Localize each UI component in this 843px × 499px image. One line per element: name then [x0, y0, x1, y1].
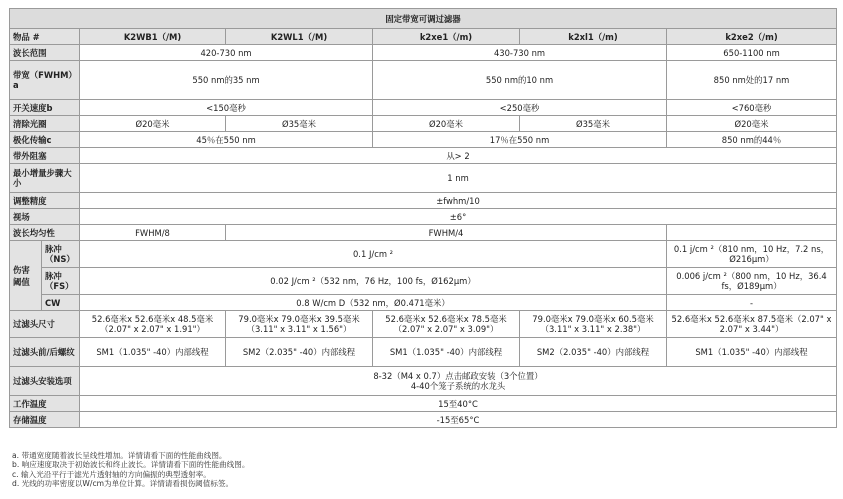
row-storage	[10, 412, 837, 428]
row-label: 开关速度b	[10, 100, 80, 116]
cell	[80, 367, 837, 396]
cell: 从> 2	[80, 148, 837, 164]
row-accuracy	[10, 193, 837, 209]
header-k2wl1: K2WL1（/M)	[226, 29, 373, 45]
row-label: 工作温度	[10, 396, 80, 412]
cell: 0.1 J/cm ²	[80, 241, 667, 268]
cell: -	[667, 295, 837, 311]
cell	[667, 225, 837, 241]
header-k2wb1: K2WB1（/M)	[80, 29, 226, 45]
header-k2xl1: k2xl1（/m)	[520, 29, 667, 45]
cell: ±6°	[80, 209, 837, 225]
row-label: 存储温度	[10, 412, 80, 428]
cell: 79.0毫米x 79.0毫米x 60.5毫米（3.11" x 3.11" x 2.38"）	[520, 311, 667, 338]
spec-table	[9, 8, 837, 428]
cell: Ø35毫米	[520, 116, 667, 132]
cell: <760毫秒	[667, 100, 837, 116]
cell: <150毫秒	[80, 100, 373, 116]
row-label: 过滤头安装选项	[10, 367, 80, 396]
row-fov	[10, 209, 837, 225]
row-damage-fs	[10, 268, 837, 295]
cell: 420-730 nm	[80, 45, 373, 61]
cell: Ø20毫米	[80, 116, 226, 132]
header-k2xe1: k2xe1（/m)	[373, 29, 520, 45]
cell: 17％在550 nm	[373, 132, 667, 148]
footnote-a: a. 带通宽度随着波长呈线性增加。详情请看下面的性能曲线图。	[12, 451, 227, 460]
cell: <250毫秒	[373, 100, 667, 116]
cell: FWHM/4	[226, 225, 667, 241]
row-oob	[10, 148, 837, 164]
cell: 0.006 j/cm ²（800 nm，10 Hz，36.4 fs，Ø189μm）	[667, 268, 837, 295]
row-label: 调整精度	[10, 193, 80, 209]
row-label: 过滤头尺寸	[10, 311, 80, 338]
cell: 79.0毫米x 79.0毫米x 39.5毫米（3.11" x 3.11" x 1.56"）	[226, 311, 373, 338]
cell: Ø20毫米	[667, 116, 837, 132]
row-threading	[10, 338, 837, 367]
row-damage-cw	[10, 295, 837, 311]
table-title: 固定带宽可调过滤器	[10, 9, 837, 29]
row-label: 清除光圈	[10, 116, 80, 132]
row-label: 视场	[10, 209, 80, 225]
row-label-damage: 伤害阈值	[10, 241, 42, 311]
mounting-line-2: 4-40个笼子系统的水龙头	[410, 381, 506, 391]
row-mounting	[10, 367, 837, 396]
row-bandwidth	[10, 61, 837, 100]
cell: FWHM/8	[80, 225, 226, 241]
cell: 550 nm的35 nm	[80, 61, 373, 100]
cell: 52.6毫米x 52.6毫米x 78.5毫米（2.07" x 2.07" x 3.09"）	[373, 311, 520, 338]
row-label: 极化传输c	[10, 132, 80, 148]
cell: 650-1100 nm	[667, 45, 837, 61]
spec-table-container	[9, 8, 836, 428]
cell: SM1（1.035" -40）内部线程	[80, 338, 226, 367]
row-housing	[10, 311, 837, 338]
row-wavelength	[10, 45, 837, 61]
row-label: 过滤头前/后螺纹	[10, 338, 80, 367]
cell: -15至65°C	[80, 412, 837, 428]
cell: 52.6毫米x 52.6毫米x 87.5毫米（2.07" x 2.07" x 3.44"）	[667, 311, 837, 338]
row-label: 最小增量步骤大小	[10, 164, 80, 193]
cell: SM2（2.035" -40）内部线程	[520, 338, 667, 367]
cell: Ø35毫米	[226, 116, 373, 132]
cell: 45％在550 nm	[80, 132, 373, 148]
cell: 1 nm	[80, 164, 837, 193]
cell: Ø20毫米	[373, 116, 520, 132]
cell: SM1（1.035" -40）内部线程	[373, 338, 520, 367]
cell: 52.6毫米x 52.6毫米x 48.5毫米（2.07" x 2.07" x 1.91"）	[80, 311, 226, 338]
row-transmission	[10, 132, 837, 148]
cell: SM2（2.035" -40）内部线程	[226, 338, 373, 367]
row-sublabel: CW	[42, 295, 80, 311]
row-damage-ns	[10, 241, 837, 268]
row-label: 带宽（FWHM）a	[10, 61, 80, 100]
row-step	[10, 164, 837, 193]
footnote-c: c. 输入光沿平行于滤光片透射轴的方向偏振的典型透射率。	[12, 469, 211, 479]
cell: 0.8 W/cm D（532 nm，Ø0.471毫米）	[80, 295, 667, 311]
footnotes	[12, 451, 249, 489]
row-op-temp	[10, 396, 837, 412]
cell: SM1（1.035" -40）内部线程	[667, 338, 837, 367]
cell: 850 nm的44％	[667, 132, 837, 148]
row-label: 带外阻塞	[10, 148, 80, 164]
footnote-b: b. 响应速度取决于初始波长和终止波长。详情请看下面的性能曲线图。	[12, 460, 250, 470]
row-label: 波长范围	[10, 45, 80, 61]
cell: ±fwhm/10	[80, 193, 837, 209]
header-row	[10, 29, 837, 45]
cell: 850 nm处的17 nm	[667, 61, 837, 100]
row-switching	[10, 100, 837, 116]
cell: 0.02 J/cm ²（532 nm，76 Hz，100 fs，Ø162μm）	[80, 268, 667, 295]
footnote-d: d. 光线的功率密度以W/cm为单位计算。详情请看损伤阈值标签。	[12, 479, 234, 489]
header-item: 物品 #	[10, 29, 80, 45]
mounting-line-1: 8-32（M4 x 0.7）点击邮政安装（3个位置）	[373, 371, 543, 381]
header-k2xe2: k2xe2（/m)	[667, 29, 837, 45]
row-aperture	[10, 116, 837, 132]
cell: 430-730 nm	[373, 45, 667, 61]
row-sublabel: 脉冲（NS）	[42, 241, 80, 268]
row-uniformity	[10, 225, 837, 241]
cell: 0.1 j/cm ²（810 nm，10 Hz，7.2 ns，Ø216μm）	[667, 241, 837, 268]
cell: 550 nm的10 nm	[373, 61, 667, 100]
row-sublabel: 脉冲（FS）	[42, 268, 80, 295]
row-label: 波长均匀性	[10, 225, 80, 241]
cell: 15至40°C	[80, 396, 837, 412]
